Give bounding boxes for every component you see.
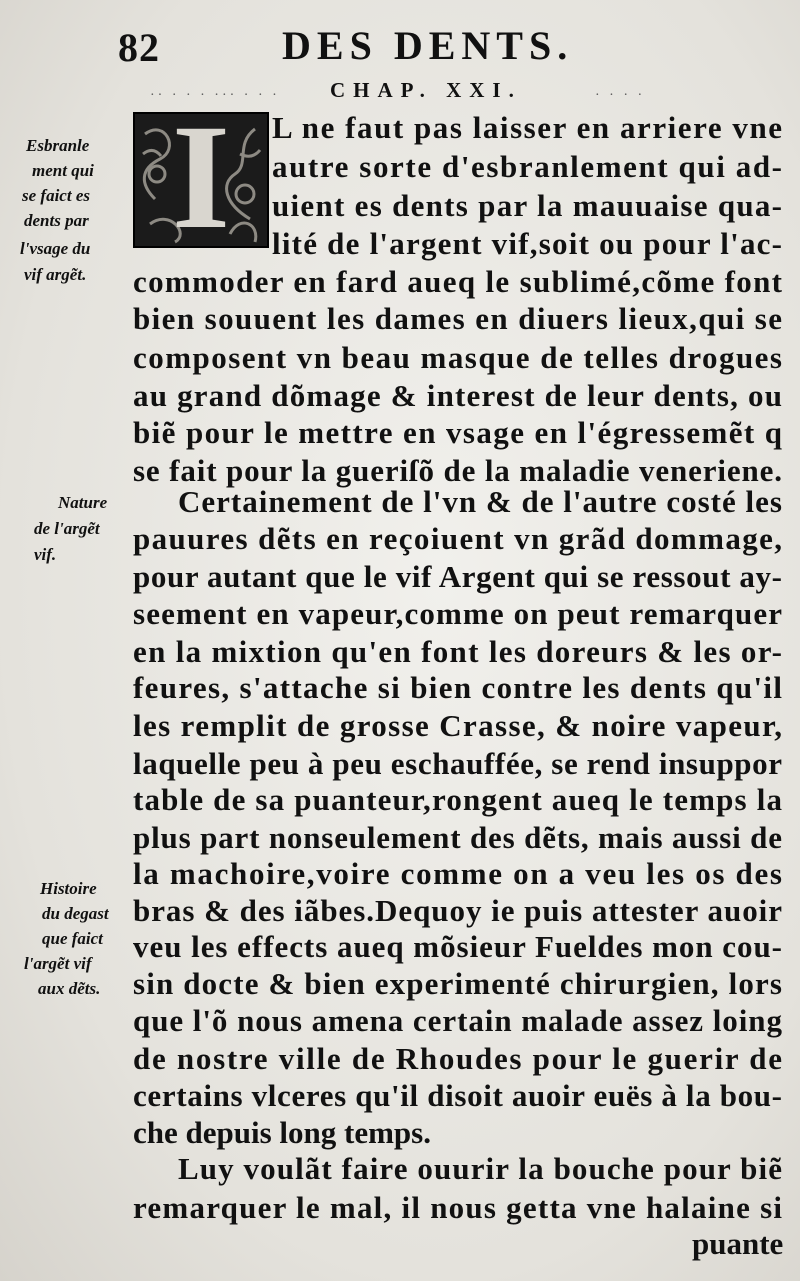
text-line: pour autant que le vif Argent qui se ressout ay- xyxy=(133,559,783,594)
margin-note-line: du degast xyxy=(42,904,109,923)
margin-note-line: aux dẽts. xyxy=(38,979,101,998)
ornament-dots-right: · · · · xyxy=(595,88,646,103)
text-line: seement en vapeur,comme on peut remarquer xyxy=(133,596,784,631)
text-line: bien souuent les dames en diuers lieux,qui se xyxy=(133,301,784,336)
initial-letter: I xyxy=(171,94,231,260)
text-line: bras & des iãbes.Dequoy ie puis attester auoir xyxy=(133,893,783,928)
margin-note-line: de l'argẽt xyxy=(34,519,100,538)
margin-note-line: l'argẽt vif xyxy=(24,954,92,973)
margin-note-line: Esbranle xyxy=(26,136,90,155)
text-line: feures, s'attache si bien contre les dents qu'il xyxy=(133,670,784,705)
text-line: autre sorte d'esbranlement qui ad- xyxy=(272,149,784,184)
text-line: en la mixtion qu'en font les doreurs & les or- xyxy=(133,634,784,669)
text-line: remarquer le mal, il nous getta vne halaine si xyxy=(133,1190,784,1225)
text-line: biẽ pour le mettre en vsage en l'égressemẽt q xyxy=(133,415,784,450)
text-line: plus part nonseulement des dẽts, mais aussi de xyxy=(133,820,783,855)
text-line: table de sa puanteur,rongent aueq le temps la xyxy=(133,782,784,817)
catchword: puante xyxy=(692,1226,784,1261)
text-line: Certainement de l'vn & de l'autre costé les xyxy=(178,484,784,519)
text-line: laquelle peu à peu eschauffée, se rend insuppor xyxy=(133,746,783,781)
text-line: se fait pour la gueriſõ de la maladie veneriene. xyxy=(133,453,783,488)
text-line: pauures dẽts en reçoiuent vn grãd dommage, xyxy=(133,521,784,556)
margin-note-line: ment qui xyxy=(32,161,94,180)
margin-note-line: vif argẽt. xyxy=(24,265,87,284)
decorated-initial xyxy=(133,94,269,260)
text-line: certains vlceres qu'il disoit auoir euës à la bou- xyxy=(133,1078,783,1113)
margin-note-line: l'vsage du xyxy=(20,239,91,258)
text-line: composent vn beau masque de telles drogues xyxy=(133,340,784,375)
running-title: DES DENTS. xyxy=(282,23,574,68)
ornament-dots-left: ·· · · · ··· · · · xyxy=(150,88,280,103)
text-line: les remplit de grosse Crasse, & noire vapeur, xyxy=(133,708,784,743)
text-line: sin docte & bien experimenté chirurgien, lors xyxy=(133,966,784,1001)
chapter-heading: CHAP. XXI. xyxy=(330,78,522,102)
text-line: au grand dõmage & interest de leur dents, ou xyxy=(133,378,784,413)
margin-note-line: que faict xyxy=(42,929,103,948)
text-line: Luy voulãt faire ouurir la bouche pour biẽ xyxy=(178,1151,784,1186)
text-line: uient es dents par la mauuaise qua- xyxy=(272,188,784,223)
margin-note-line: Nature xyxy=(58,493,108,512)
page-number: 82 xyxy=(118,25,160,70)
text-line: de nostre ville de Rhoudes pour le guerir de xyxy=(133,1041,784,1076)
margin-note-line: Histoire xyxy=(40,879,97,898)
text-line: la machoire,voire comme on a veu les os des xyxy=(133,856,784,891)
text-line: veu les effects aueq mõsieur Fueldes mon cou- xyxy=(133,929,783,964)
margin-note-line: se faict es xyxy=(22,186,90,205)
margin-note-line: dents par xyxy=(24,211,89,230)
text-line: lité de l'argent vif,soit ou pour l'ac- xyxy=(272,226,784,261)
text-line: que l'õ nous amena certain malade assez loing xyxy=(133,1003,783,1038)
margin-note-line: vif. xyxy=(34,545,57,564)
text-line: L ne faut pas laisser en arriere vne xyxy=(272,110,784,145)
text-line: che depuis long temps. xyxy=(133,1115,431,1150)
text-line: commoder en fard aueq le sublimé,cõme font xyxy=(133,264,784,299)
